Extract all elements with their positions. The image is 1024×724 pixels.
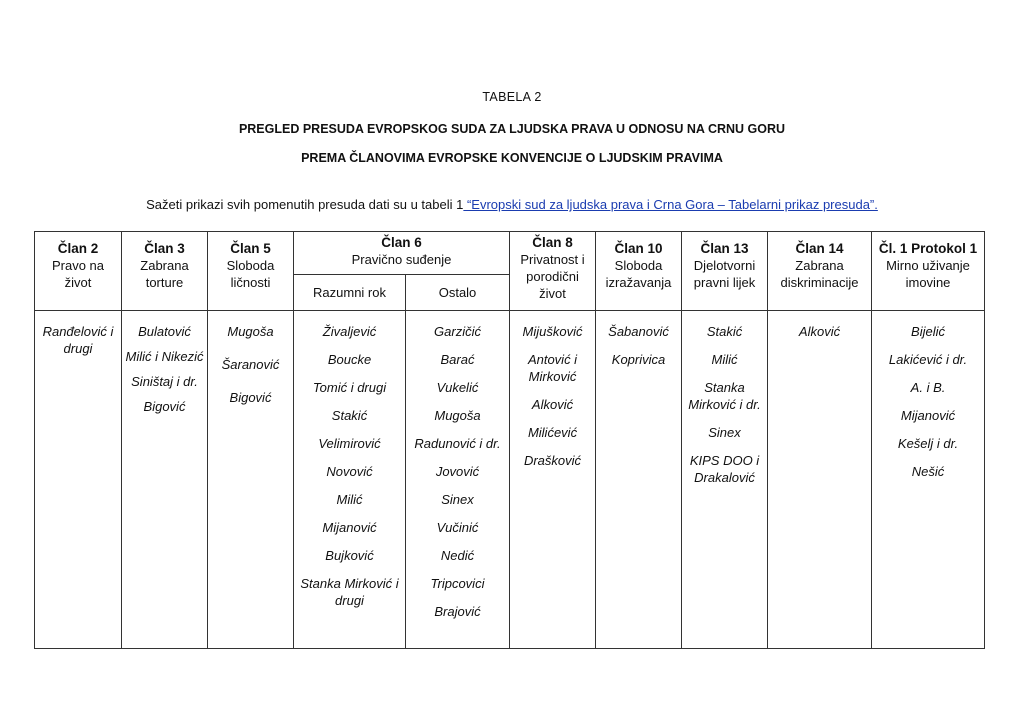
case-name: Sinex xyxy=(708,425,741,440)
case-name: Barać xyxy=(440,352,475,367)
page-title: PREGLED PRESUDA EVROPSKOG SUDA ZA LJUDSKA PRAVA U ODNOSU NA CRNU GORU xyxy=(238,122,786,136)
cell-clan-6-razumni-rok xyxy=(294,311,406,649)
case-name: Drašković xyxy=(523,453,582,468)
case-name: Tripcovici xyxy=(430,576,485,591)
case-name: Radunović i dr. xyxy=(414,436,501,451)
header-clan-3: Član 3 Zabrana torture xyxy=(122,232,208,311)
page-subtitle: PREMA ČLANOVIMA EVROPSKE KONVENCIJE O LJUDSKIM PRAVIMA xyxy=(301,151,723,165)
intro-paragraph xyxy=(0,197,1024,212)
cell-clan-6-ostalo xyxy=(406,311,510,649)
cell-clan-2 xyxy=(35,311,122,649)
case-name: Garzičić xyxy=(434,324,481,339)
case-name: Alković xyxy=(798,324,841,339)
case-name: Šaranović xyxy=(221,357,280,372)
cell-clan-5 xyxy=(208,311,294,649)
header-ostalo: Ostalo xyxy=(406,274,510,310)
case-name: Lakićević i dr. xyxy=(888,352,968,367)
case-name: Ranđelović i drugi xyxy=(42,324,114,356)
case-name: Siništaj i dr. xyxy=(131,374,198,389)
case-name: Boucke xyxy=(327,352,372,367)
header-clan-13: Član 13 Djelotvorni pravni lijek xyxy=(682,232,768,311)
header-clan-5: Član 5 Sloboda ličnosti xyxy=(208,232,294,311)
table1-link[interactable]: “Evropski sud za ljudska prava i Crna Gora – Tabelarni prikaz presuda”. xyxy=(463,197,878,212)
case-name: Vučinić xyxy=(436,520,479,535)
case-name: Nešić xyxy=(911,464,945,479)
cell-clan-10 xyxy=(596,311,682,649)
case-name: Jovović xyxy=(435,464,480,479)
judgments-table xyxy=(34,231,985,649)
case-name: Stanka Mirković i dr. xyxy=(688,380,761,412)
case-name: Novović xyxy=(326,464,373,479)
cell-protokol-1 xyxy=(872,311,985,649)
cell-clan-14 xyxy=(768,311,872,649)
case-name: Živaljević xyxy=(322,324,377,339)
header-clan-2: Član 2 Pravo na život xyxy=(35,232,122,311)
case-name: Brajović xyxy=(434,604,481,619)
case-name: Velimirović xyxy=(318,436,381,451)
case-name: Milić xyxy=(336,492,363,507)
case-name: Bujković xyxy=(325,548,374,563)
header-protokol-1: Čl. 1 Protokol 1 Mirno uživanje imovine xyxy=(872,232,985,311)
case-name: Stakić xyxy=(706,324,743,339)
case-name: Bulatović xyxy=(138,324,191,339)
cell-clan-8 xyxy=(510,311,596,649)
case-name: Bigović xyxy=(229,390,272,405)
case-name: Stanka Mirković i drugi xyxy=(300,576,399,608)
cell-clan-3 xyxy=(122,311,208,649)
case-name: Alković xyxy=(531,397,574,412)
case-name: A. i B. xyxy=(910,380,946,395)
header-razumni-rok: Razumni rok xyxy=(294,274,406,310)
header-clan-6: Član 6 Pravično suđenje xyxy=(294,232,510,275)
case-name: Kešelj i dr. xyxy=(897,436,959,451)
case-name: Bigović xyxy=(143,399,186,414)
case-name: Sinex xyxy=(441,492,474,507)
case-name: Šabanović xyxy=(608,324,669,339)
case-name: Antović i Mirković xyxy=(527,352,578,384)
case-name: KIPS DOO i Drakalović xyxy=(689,453,760,485)
case-name: Milićević xyxy=(527,425,578,440)
case-name: Koprivica xyxy=(611,352,666,367)
case-name: Tomić i drugi xyxy=(312,380,387,395)
table-label: TABELA 2 xyxy=(482,90,542,104)
header-clan-14: Član 14 Zabrana diskriminacije xyxy=(768,232,872,311)
case-name: Mijanović xyxy=(322,520,377,535)
case-name: Milić i Nikezić xyxy=(125,349,204,364)
case-name: Bijelić xyxy=(911,324,945,339)
case-name: Mugoša xyxy=(434,408,481,423)
case-name: Mugoša xyxy=(227,324,274,339)
case-name: Vukelić xyxy=(436,380,479,395)
header-clan-8: Član 8 Privatnost i porodični život xyxy=(510,232,596,311)
header-clan-10: Član 10 Sloboda izražavanja xyxy=(596,232,682,311)
case-name: Nedić xyxy=(440,548,475,563)
case-name: Stakić xyxy=(331,408,368,423)
case-name: Milić xyxy=(711,352,738,367)
case-name: Mijušković xyxy=(522,324,583,339)
cell-clan-13 xyxy=(682,311,768,649)
case-name: Mijanović xyxy=(900,408,956,423)
intro-text: Sažeti prikazi svih pomenutih presuda dati su u tabeli 1 xyxy=(146,197,464,212)
